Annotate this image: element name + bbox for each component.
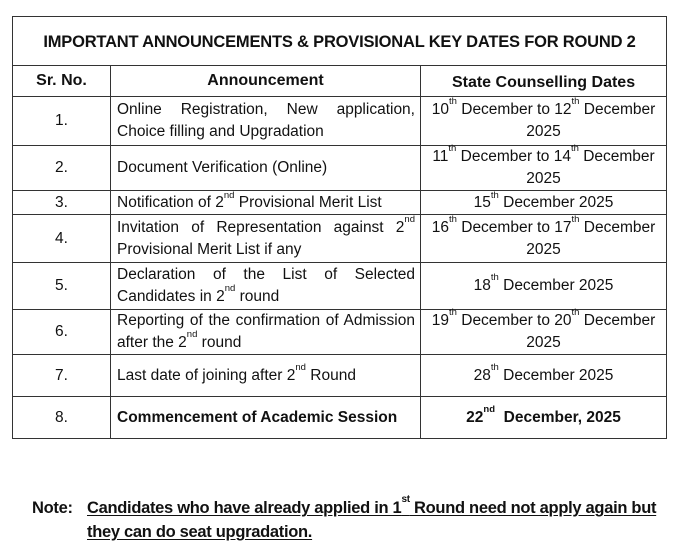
sr-no: 6.	[13, 310, 111, 355]
header-row	[13, 66, 667, 97]
announcement: Commencement of Academic Session	[111, 397, 421, 439]
sr-no: 3.	[13, 191, 111, 215]
sr-no: 7.	[13, 355, 111, 397]
table-row	[13, 263, 667, 310]
title-row	[13, 17, 667, 66]
note-text: Candidates who have already applied in 1st Round need not apply again but they can do seat upgradation.	[87, 494, 657, 541]
table-row	[13, 97, 667, 146]
date: 22nd December, 2025	[421, 397, 667, 439]
table-row	[13, 310, 667, 355]
announcement: Declaration of the List of Selected Candidates in 2nd round	[111, 263, 421, 310]
announcement: Last date of joining after 2nd Round	[111, 355, 421, 397]
note-label: Note:	[32, 499, 73, 517]
table-title: IMPORTANT ANNOUNCEMENTS & PROVISIONAL KEY DATES FOR ROUND 2	[13, 17, 667, 66]
header-announcement: Announcement	[111, 66, 421, 97]
sr-no: 5.	[13, 263, 111, 310]
header-sr-no: Sr. No.	[13, 66, 111, 97]
sr-no: 8.	[13, 397, 111, 439]
announcement-sheet	[12, 16, 666, 439]
announcement: Online Registration, New application, Choice filling and Upgradation	[111, 97, 421, 146]
sr-no: 2.	[13, 146, 111, 191]
table-row	[13, 146, 667, 191]
table-row	[13, 215, 667, 263]
table-row	[13, 397, 667, 439]
key-dates-table	[12, 16, 667, 439]
date: 28th December 2025	[421, 355, 667, 397]
announcement: Reporting of the confirmation of Admission after the 2nd round	[111, 310, 421, 355]
announcement: Invitation of Representation against 2nd Provisional Merit List if any	[111, 215, 421, 263]
note	[32, 496, 672, 544]
table-row	[13, 191, 667, 215]
date: 10th December to 12th December 2025	[421, 97, 667, 146]
date: 18th December 2025	[421, 263, 667, 310]
table-row	[13, 355, 667, 397]
date: 15th December 2025	[421, 191, 667, 215]
sr-no: 4.	[13, 215, 111, 263]
date: 19th December to 20th December 2025	[421, 310, 667, 355]
sr-no: 1.	[13, 97, 111, 146]
header-dates: State Counselling Dates	[421, 66, 667, 97]
date: 16th December to 17th December 2025	[421, 215, 667, 263]
date: 11th December to 14th December 2025	[421, 146, 667, 191]
announcement: Notification of 2nd Provisional Merit List	[111, 191, 421, 215]
announcement: Document Verification (Online)	[111, 146, 421, 191]
